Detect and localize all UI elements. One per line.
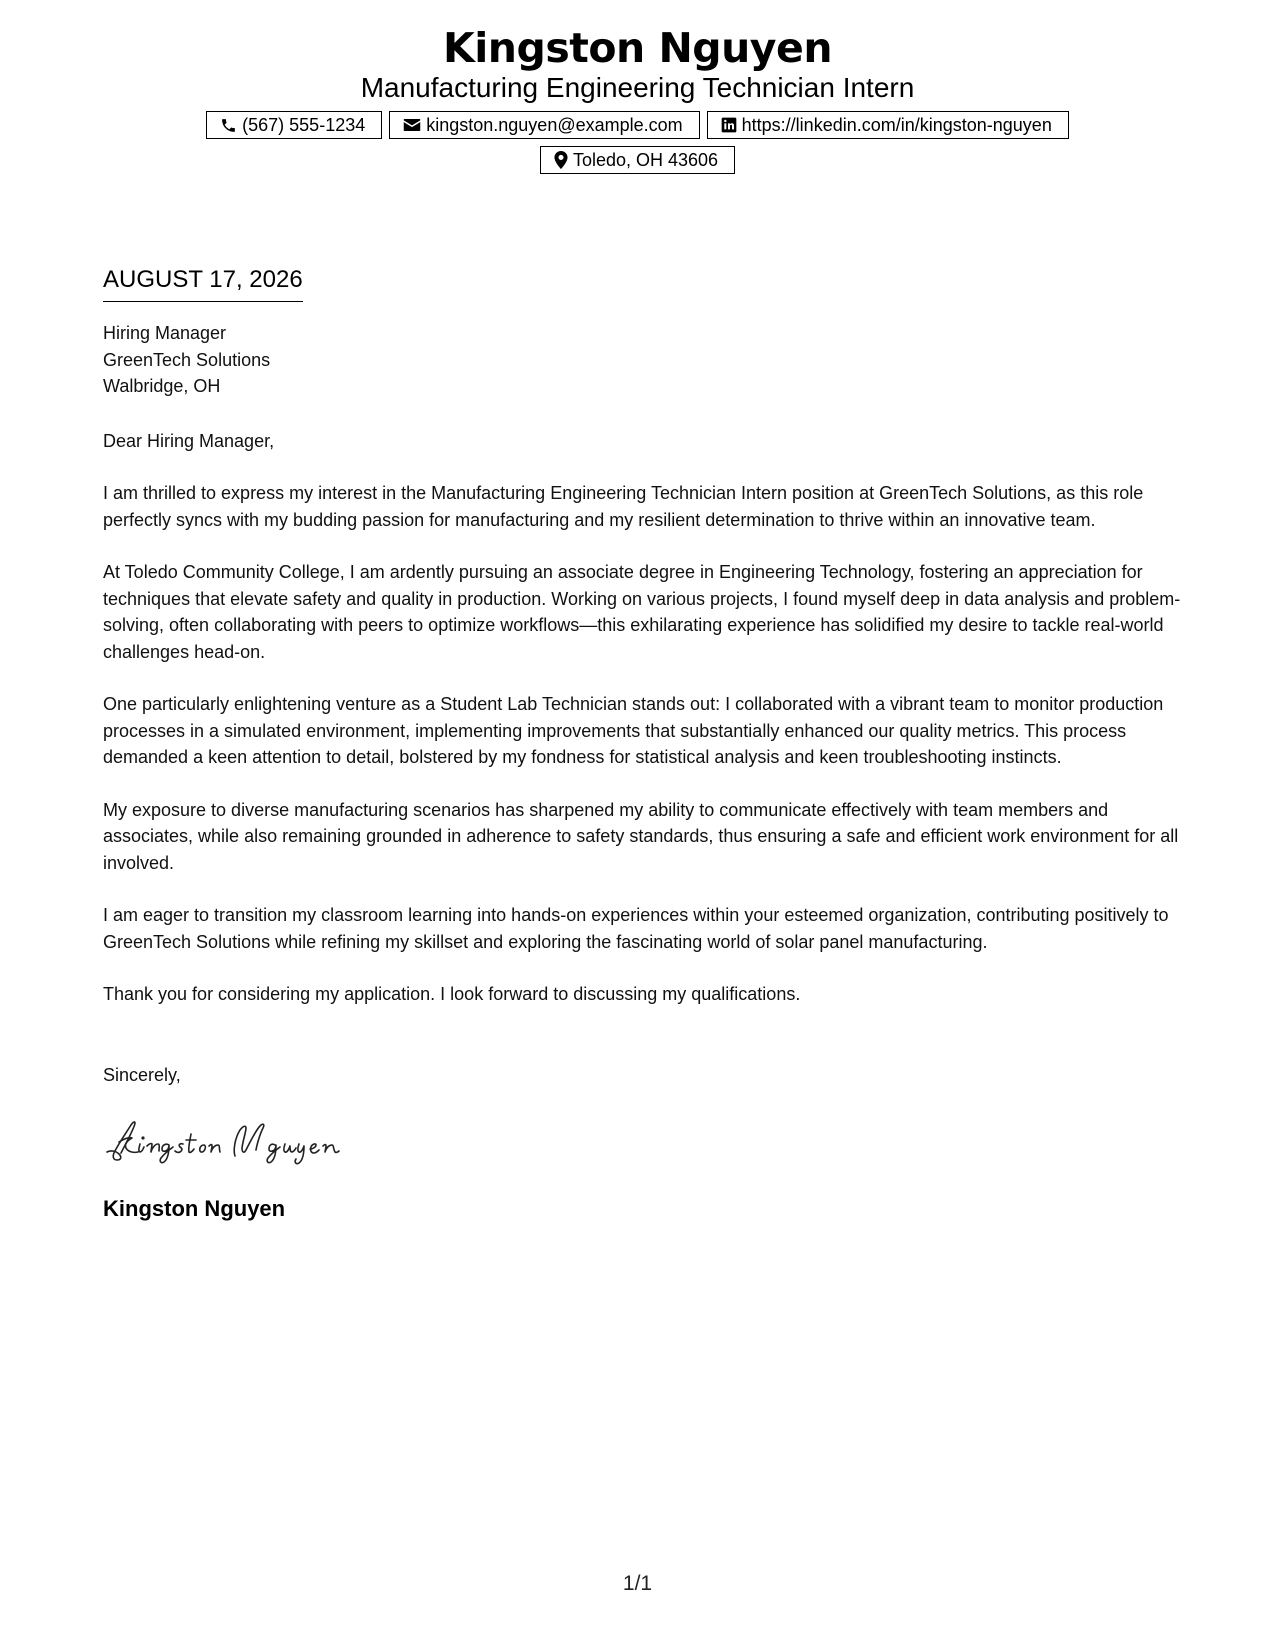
paragraph-experience: One particularly enlightening venture as a Student Lab Technician stands out: I collaborated with a vibrant team to monitor production processes in a simulated environment, implementing improvements that substantially enhanced our quality metrics. This process demanded a keen attention to detail, bolstered by my fondness for statistical analysis and keen troubleshooting instincts.	[103, 694, 1164, 767]
contact-phone[interactable]	[206, 111, 382, 139]
page-number: 1/1	[622, 1572, 653, 1595]
applicant-name: Kingston Nguyen	[442, 24, 833, 72]
letter-body	[103, 265, 1183, 1223]
recipient-company: GreenTech Solutions	[103, 349, 271, 370]
contact-row-secondary	[0, 146, 1275, 174]
paragraph-education: At Toledo Community College, I am ardently pursuing an associate degree in Engineering Technology, fostering an appreciation for techniques that elevate safety and quality in production. Working on various projects, I found myself deep in data analysis and problem-solving, often collaborating with peers to optimize workflows—this exhilarating experience has solidified my desire to tackle real-world challenges head-on.	[103, 562, 1181, 662]
recipient-location: Walbridge, OH	[103, 376, 221, 396]
linkedin-icon	[721, 117, 737, 133]
salutation: Dear Hiring Manager,	[103, 430, 275, 451]
contact-row-primary	[0, 111, 1275, 139]
handwritten-signature	[103, 1108, 1183, 1168]
job-title: Manufacturing Engineering Technician Intern	[360, 72, 915, 103]
paragraph-intro: I am thrilled to express my interest in the Manufacturing Engineering Technician Intern position at GreenTech Solutions, as this role perfectly syncs with my budding passion for manufacturing and my resilient determination to thrive within an innovative team.	[103, 483, 1144, 530]
phone-number: (567) 555-1234	[242, 114, 366, 135]
recipient-block	[103, 320, 1183, 400]
email-address: kingston.nguyen@example.com	[426, 114, 683, 135]
phone-icon	[220, 117, 237, 134]
recipient-name: Hiring Manager	[103, 323, 227, 343]
paragraph-goals: I am eager to transition my classroom learning into hands-on experiences within your esteemed organization, contributing positively to GreenTech Solutions while refining my skillset and exploring the fascinating world of solar panel manufacturing.	[103, 905, 1169, 952]
date-block	[103, 265, 303, 302]
paragraph-thanks: Thank you for considering my application. I look forward to discussing my qualifications.	[103, 984, 801, 1004]
linkedin-url: https://linkedin.com/in/kingston-nguyen	[741, 114, 1052, 135]
letter-date: AUGUST 17, 2026	[103, 266, 303, 293]
contact-location[interactable]	[540, 146, 735, 174]
envelope-icon	[403, 117, 421, 133]
contact-linkedin[interactable]	[707, 111, 1069, 139]
paragraph-skills: My exposure to diverse manufacturing scenarios has sharpened my ability to communicate effectively with team members and associates, while also remaining grounded in adherence to safety standards, thus ensuring a safe and efficient work environment for all involved.	[103, 799, 1179, 873]
location-pin-icon	[554, 151, 568, 169]
signer-name: Kingston Nguyen	[103, 1196, 286, 1221]
resume-header	[0, 22, 1275, 174]
location-text: Toledo, OH 43606	[572, 149, 719, 170]
closing: Sincerely,	[103, 1064, 181, 1085]
contact-email[interactable]	[389, 111, 699, 139]
